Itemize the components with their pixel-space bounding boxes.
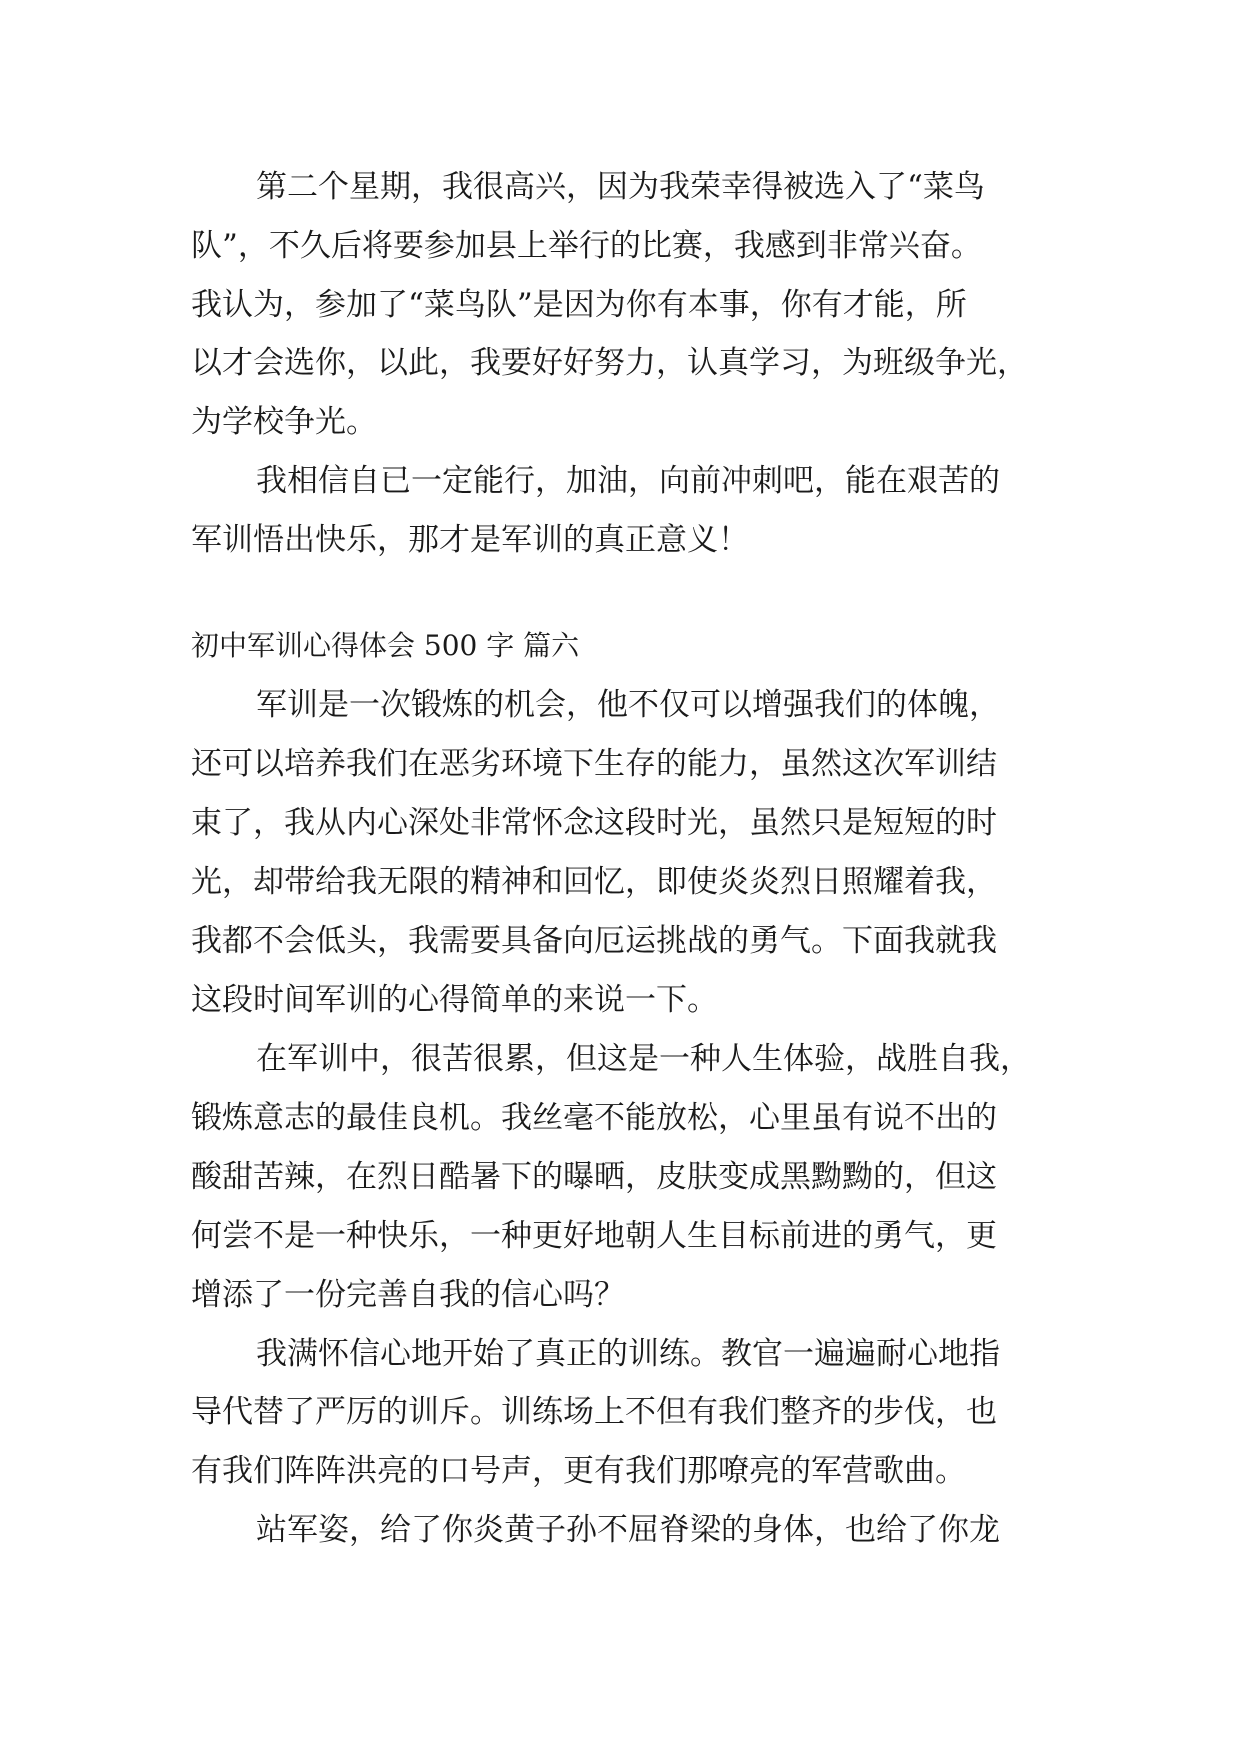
- paragraph-line: 军训是一次锻炼的机会，他不仅可以增强我们的体魄，: [256, 687, 1000, 723]
- paragraph-line: 我满怀信心地开始了真正的训练。教官一遍遍耐心地指: [256, 1336, 1000, 1372]
- paragraph-line: 以才会选你，以此，我要好好努力，认真学习，为班级争光，: [191, 345, 1028, 381]
- paragraph-line: 我认为，参加了“菜鸟队”是因为你有本事，你有才能，所: [191, 287, 967, 323]
- paragraph-line: 何尝不是一种快乐，一种更好地朝人生目标前进的勇气，更: [191, 1218, 997, 1254]
- paragraph-line: 有我们阵阵洪亮的口号声，更有我们那嘹亮的军营歌曲。: [191, 1453, 966, 1489]
- paragraph-line: 还可以培养我们在恶劣环境下生存的能力，虽然这次军训结: [191, 746, 997, 782]
- paragraph-line: 光，却带给我无限的精神和回忆，即使炎炎烈日照耀着我，: [191, 864, 997, 900]
- paragraph-line: 为学校争光。: [191, 404, 377, 440]
- paragraph-line: 酸甜苦辣，在烈日酷暑下的曝晒，皮肤变成黑黝黝的，但这: [191, 1159, 997, 1195]
- paragraph-line: 我相信自已一定能行，加油，向前冲刺吧，能在艰苦的: [256, 463, 1000, 499]
- paragraph-line: 队”，不久后将要参加县上举行的比赛，我感到非常兴奋。: [191, 228, 982, 264]
- paragraph-line: 导代替了严厉的训斥。训练场上不但有我们整齐的步伐，也: [191, 1394, 997, 1430]
- paragraph-line: 增添了一份完善自我的信心吗？: [191, 1277, 625, 1313]
- paragraph-line: 我都不会低头，我需要具备向厄运挑战的勇气。下面我就我: [191, 923, 997, 959]
- paragraph-line: 第二个星期，我很高兴，因为我荣幸得被选入了“菜鸟: [256, 169, 985, 205]
- paragraph-line: 军训悟出快乐，那才是军训的真正意义！: [191, 522, 749, 558]
- paragraph-line: 束了，我从内心深处非常怀念这段时光，虽然只是短短的时: [191, 805, 997, 841]
- paragraph-line: 这段时间军训的心得简单的来说一下。: [191, 982, 718, 1018]
- paragraph-line: 在军训中，很苦很累，但这是一种人生体验，战胜自我，: [256, 1041, 1031, 1077]
- section-heading: 初中军训心得体会 500 字 篇六: [191, 629, 580, 662]
- paragraph-line: 锻炼意志的最佳良机。我丝毫不能放松，心里虽有说不出的: [191, 1100, 997, 1136]
- paragraph-line: 站军姿，给了你炎黄子孙不屈脊梁的身体，也给了你龙: [256, 1512, 1000, 1548]
